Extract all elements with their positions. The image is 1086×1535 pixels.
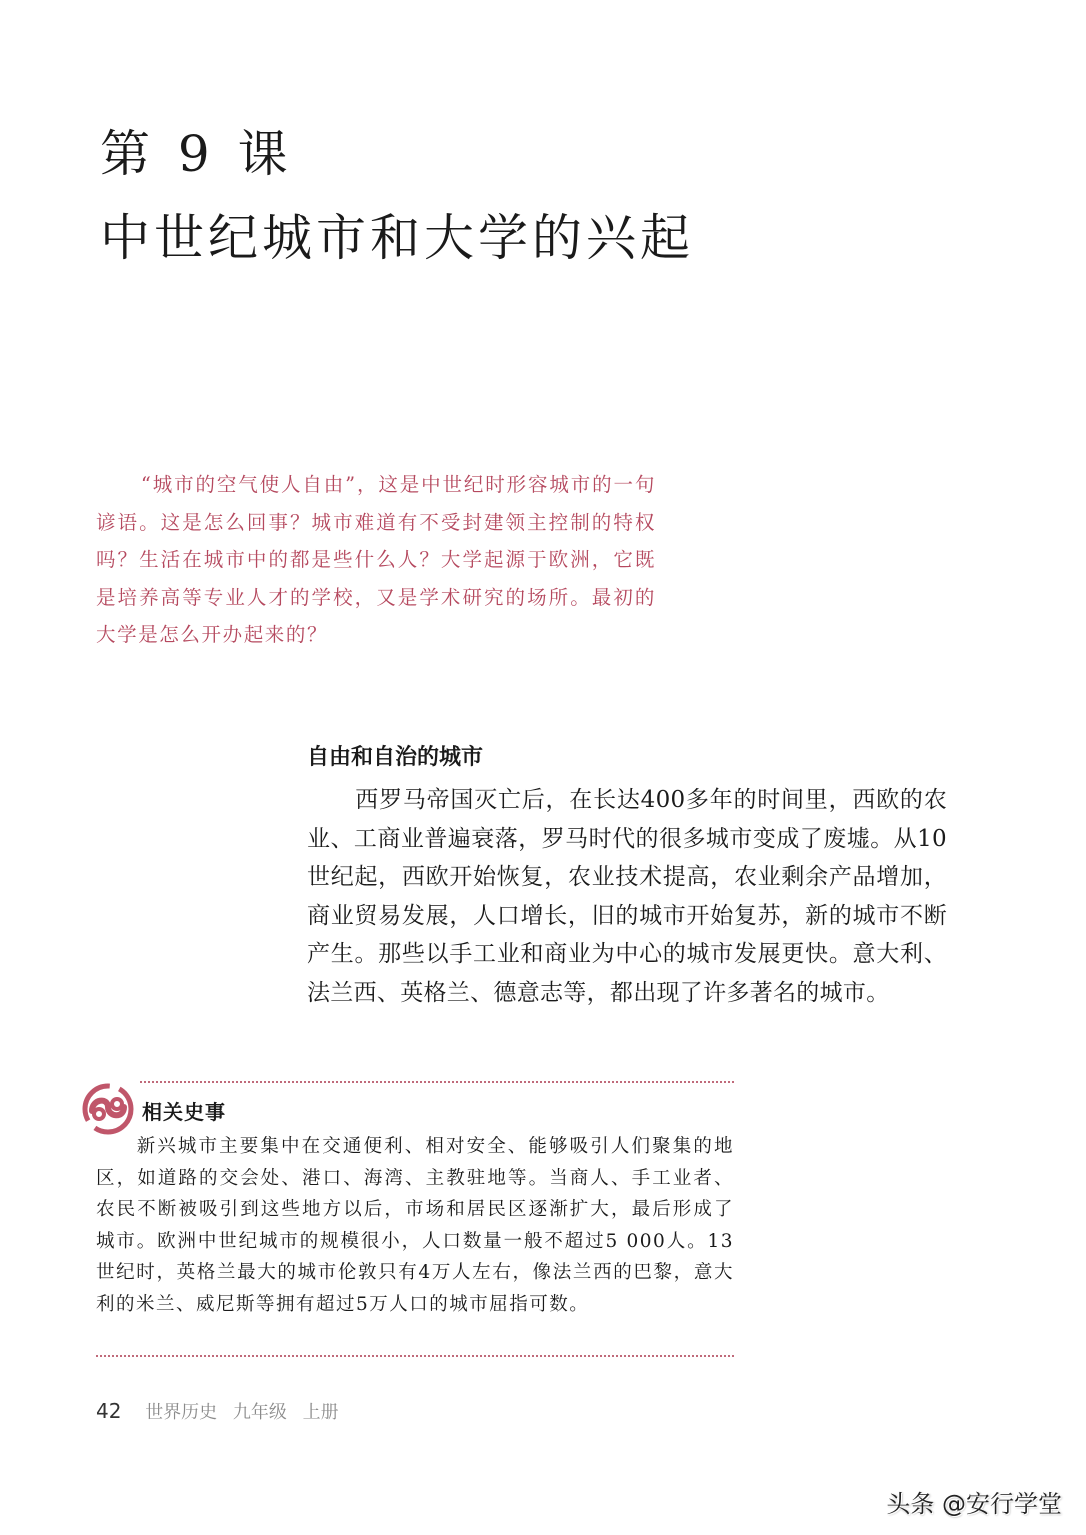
section-heading: 自由和自治的城市	[307, 745, 484, 770]
lesson-title	[100, 112, 694, 280]
book-title: 世界历史	[145, 1402, 218, 1423]
watermark: 头条 @安行学堂	[886, 1490, 1062, 1518]
grade-label: 九年级	[232, 1402, 287, 1423]
lesson-heading: 中世纪城市和大学的兴起	[100, 209, 694, 267]
related-bottom-divider	[96, 1355, 734, 1357]
related-top-divider	[140, 1081, 734, 1083]
lesson-number: 第 9 课	[100, 125, 294, 183]
related-history-icon	[82, 1083, 134, 1135]
volume-label: 上册	[302, 1402, 339, 1423]
page-number: 42	[96, 1399, 122, 1423]
related-paragraph: 新兴城市主要集中在交通便利、相对安全、能够吸引人们聚集的地区，如道路的交会处、港口、海湾、主教驻地等。当商人、手工业者、农民不断被吸引到这些地方以后，市场和居民区逐渐扩大，最后形成了城市。欧洲中世纪城市的规模很小，人口数量一般不超过5 000人。13世纪时，英格兰最大的城市伦敦只有4万人左右，像法兰西的巴黎，意大利的米兰、威尼斯等拥有超过5万人口的城市屈指可数。	[96, 1136, 734, 1315]
section-paragraph: 西罗马帝国灭亡后，在长达400多年的时间里，西欧的农业、工商业普遍衰落，罗马时代的很多城市变成了废墟。从10世纪起，西欧开始恢复，农业技术提高，农业剩余产品增加，商业贸易发展，人口增长，旧的城市开始复苏，新的城市不断产生。那些以手工业和商业为中心的城市发展更快。意大利、法兰西、英格兰、德意志等，都出现了许多著名的城市。	[307, 787, 947, 1006]
related-label: 相关史事	[142, 1100, 226, 1124]
intro-paragraph: “城市的空气使人自由”，这是中世纪时形容城市的一句谚语。这是怎么回事？城市难道有不受封建领主控制的特权吗？生活在城市中的都是些什么人？大学起源于欧洲，它既是培养高等专业人才的学校，又是学术研究的场所。最初的大学是怎么开办起来的？	[96, 473, 656, 646]
page-footer	[96, 1398, 339, 1424]
